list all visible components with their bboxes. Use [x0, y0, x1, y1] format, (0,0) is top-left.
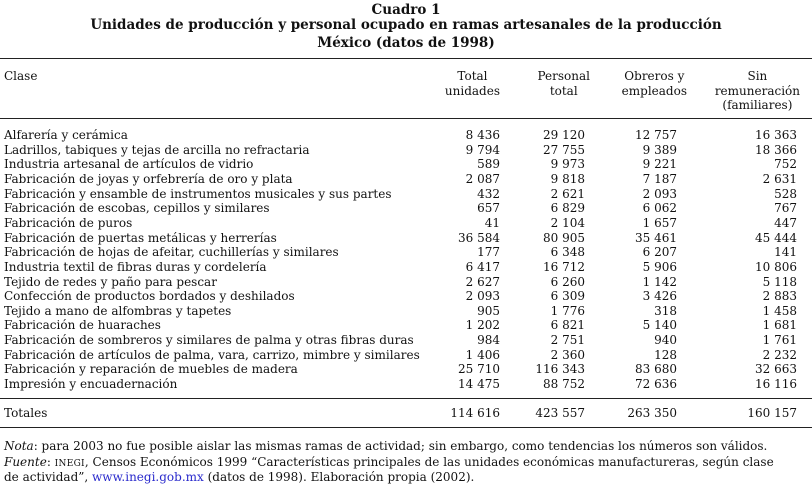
cell-total-unidades: 657 [477, 201, 500, 216]
cell-total-unidades: 9 794 [465, 142, 500, 157]
table-row [0, 172, 812, 187]
table-row [0, 275, 812, 290]
table-row [0, 231, 812, 246]
header-obreros: Obreros y empleados [621, 69, 687, 98]
cell-total-unidades: 14 475 [458, 377, 500, 392]
cell-obreros-empleados: 6 207 [642, 245, 677, 260]
totals-sin: 160 157 [747, 406, 797, 420]
table-row [0, 348, 812, 363]
cell-sin-remuneracion: 16 116 [755, 377, 797, 392]
cell-obreros-empleados: 6 062 [642, 201, 677, 216]
cell-personal-total: 29 120 [543, 128, 585, 142]
cell-personal-total: 88 752 [543, 377, 585, 392]
cell-personal-total: 80 905 [543, 230, 585, 245]
cell-obreros-empleados: 318 [654, 303, 677, 318]
cell-obreros-empleados: 9 221 [642, 157, 677, 172]
cell-sin-remuneracion: 141 [774, 245, 797, 260]
cell-clase: Fabricación y ensamble de instrumentos musicales y sus partes [4, 186, 392, 201]
cell-sin-remuneracion: 2 883 [762, 289, 797, 304]
cell-personal-total: 9 973 [550, 157, 585, 172]
cell-total-unidades: 6 417 [465, 259, 500, 274]
cell-total-unidades: 1 406 [465, 347, 500, 362]
inegi-link[interactable]: www.inegi.gob.mx [92, 470, 204, 484]
cell-personal-total: 2 621 [550, 186, 585, 201]
table-number: Cuadro 1 [371, 2, 441, 18]
cell-personal-total: 1 776 [550, 303, 585, 318]
cell-personal-total: 9 818 [550, 171, 585, 186]
cell-sin-remuneracion: 447 [774, 215, 797, 230]
cell-total-unidades: 8 436 [465, 128, 500, 142]
cell-clase: Fabricación de sombreros y similares de palma y otras fibras duras [4, 333, 414, 348]
table-row [0, 187, 812, 202]
source: Fuente: INEGI, Censos Económicos 1999 “Características principales de las unidades económicas manufactureras, según clase [4, 455, 774, 469]
table-subtitle: México (datos de 1998) [317, 35, 495, 51]
cell-personal-total: 6 309 [550, 289, 585, 304]
cell-total-unidades: 905 [477, 303, 500, 318]
totals-personal: 423 557 [535, 406, 585, 420]
cell-sin-remuneracion: 18 366 [755, 142, 797, 157]
cell-obreros-empleados: 2 093 [642, 186, 677, 201]
cell-obreros-empleados: 1 657 [642, 215, 677, 230]
top-rule [0, 58, 812, 59]
cell-obreros-empleados: 7 187 [642, 171, 677, 186]
cell-sin-remuneracion: 2 631 [762, 171, 797, 186]
table-row [0, 318, 812, 333]
cell-sin-remuneracion: 1 458 [762, 303, 797, 318]
cell-total-unidades: 2 093 [465, 289, 500, 304]
header-sin: Sin remuneración (familiares) [714, 69, 800, 112]
cell-clase: Fabricación de huaraches [4, 318, 161, 333]
table-row [0, 260, 812, 275]
cell-total-unidades: 177 [477, 245, 500, 260]
table-row [0, 245, 812, 260]
cell-obreros-empleados: 3 426 [642, 289, 677, 304]
cell-clase: Fabricación de hojas de afeitar, cuchillerías y similares [4, 245, 339, 260]
source-cont: de actividad”, www.inegi.gob.mx (datos de 1998). Elaboración propia (2002). [4, 470, 475, 484]
table-row [0, 304, 812, 319]
table-row [0, 333, 812, 348]
cell-total-unidades: 984 [477, 333, 500, 348]
note: Nota: para 2003 no fue posible aislar las mismas ramas de actividad; sin embargo, como tendencias los números son válidos. [4, 439, 768, 453]
cell-personal-total: 27 755 [543, 142, 585, 157]
cell-obreros-empleados: 5 140 [642, 318, 677, 333]
cell-obreros-empleados: 35 461 [635, 230, 677, 245]
cell-clase: Fabricación de escobas, cepillos y similares [4, 201, 270, 216]
cell-obreros-empleados: 1 142 [642, 274, 677, 289]
table-row [0, 201, 812, 216]
cell-personal-total: 6 821 [550, 318, 585, 333]
cell-total-unidades: 1 202 [465, 318, 500, 333]
totals-rule [0, 398, 812, 399]
header-clase: Clase [4, 69, 38, 83]
cell-total-unidades: 2 087 [465, 171, 500, 186]
table-row [0, 128, 812, 143]
totals-label: Totales [4, 406, 48, 420]
bottom-rule [0, 427, 812, 428]
cell-sin-remuneracion: 32 663 [755, 362, 797, 377]
cell-sin-remuneracion: 5 118 [762, 274, 797, 289]
cell-total-unidades: 25 710 [458, 362, 500, 377]
cell-sin-remuneracion: 2 232 [762, 347, 797, 362]
cell-clase: Fabricación de artículos de palma, vara, carrizo, mimbre y similares [4, 347, 420, 362]
cell-personal-total: 6 260 [550, 274, 585, 289]
cell-obreros-empleados: 83 680 [635, 362, 677, 377]
cell-obreros-empleados: 940 [654, 333, 677, 348]
table-row [0, 157, 812, 172]
cell-clase: Confección de productos bordados y deshilados [4, 289, 295, 304]
cell-clase: Industria textil de fibras duras y cordelería [4, 259, 267, 274]
cell-total-unidades: 589 [477, 157, 500, 172]
cell-sin-remuneracion: 752 [774, 157, 797, 172]
cell-clase: Fabricación y reparación de muebles de madera [4, 362, 298, 377]
table-title: Unidades de producción y personal ocupado en ramas artesanales de la producción [90, 17, 722, 33]
cell-obreros-empleados: 9 389 [642, 142, 677, 157]
totals-unidades: 114 616 [450, 406, 500, 420]
cell-total-unidades: 432 [477, 186, 500, 201]
table-row [0, 143, 812, 158]
cell-sin-remuneracion: 16 363 [755, 128, 797, 142]
cell-personal-total: 6 829 [550, 201, 585, 216]
cell-sin-remuneracion: 45 444 [755, 230, 797, 245]
cell-total-unidades: 41 [484, 215, 500, 230]
cell-personal-total: 2 360 [550, 347, 585, 362]
cell-personal-total: 16 712 [543, 259, 585, 274]
cell-clase: Impresión y encuadernación [4, 377, 178, 392]
cell-sin-remuneracion: 1 761 [762, 333, 797, 348]
cell-total-unidades: 36 584 [458, 230, 500, 245]
cell-clase: Industria artesanal de artículos de vidrio [4, 157, 254, 172]
cell-clase: Fabricación de puros [4, 215, 133, 230]
totals-row [0, 406, 812, 421]
table-row [0, 289, 812, 304]
totals-obreros: 263 350 [627, 406, 677, 420]
cell-sin-remuneracion: 1 681 [762, 318, 797, 333]
table-row [0, 362, 812, 377]
cell-clase: Tejido de redes y paño para pescar [4, 274, 217, 289]
cell-personal-total: 2 104 [550, 215, 585, 230]
cell-total-unidades: 2 627 [465, 274, 500, 289]
cell-personal-total: 6 348 [550, 245, 585, 260]
cell-clase: Ladrillos, tabiques y tejas de arcilla no refractaria [4, 142, 310, 157]
table-row [0, 216, 812, 231]
cell-clase: Tejido a mano de alfombras y tapetes [4, 303, 232, 318]
cell-personal-total: 2 751 [550, 333, 585, 348]
cell-obreros-empleados: 5 906 [642, 259, 677, 274]
cell-sin-remuneracion: 767 [774, 201, 797, 216]
cell-clase: Fabricación de puertas metálicas y herrerías [4, 230, 277, 245]
cell-sin-remuneracion: 10 806 [755, 259, 797, 274]
cell-sin-remuneracion: 528 [774, 186, 797, 201]
cell-obreros-empleados: 12 757 [635, 128, 677, 142]
table-row [0, 377, 812, 392]
cell-clase: Alfarería y cerámica [4, 128, 128, 142]
header-personal: Personal total [537, 69, 590, 98]
header-total: Total unidades [444, 69, 500, 98]
cell-obreros-empleados: 128 [654, 347, 677, 362]
cell-obreros-empleados: 72 636 [635, 377, 677, 392]
cell-clase: Fabricación de joyas y orfebrería de oro y plata [4, 171, 293, 186]
cell-personal-total: 116 343 [535, 362, 585, 377]
header-rule [0, 118, 812, 119]
